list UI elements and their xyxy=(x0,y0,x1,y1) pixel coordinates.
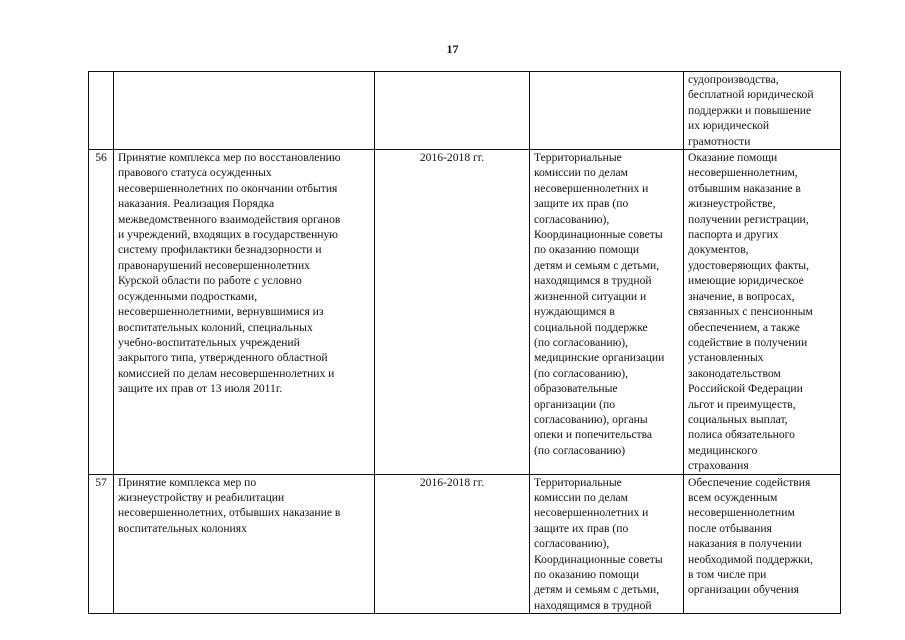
period-cell xyxy=(375,72,530,150)
measures-table xyxy=(88,71,841,614)
row-number-cell: 57 xyxy=(89,474,114,614)
measure-cell: Принятие комплекса мер по восстановлению правового статуса осужденных несовершеннолетних по окончании отбытия наказания. Реализация Порядка межведомственного взаимодействия органов и учреждений, входящих в государственную систему профилактики безнадзорности и правонарушений несовершеннолетних Курской области по работе с условно осужденными подростками, несовершеннолетними, вернувшимися из воспитательных колоний, специальных учебно-воспитательных учреждений закрытого типа, утвержденного областной комиссией по делам несовершеннолетних и защите их прав от 13 июля 2011г. xyxy=(114,150,375,475)
row-number-cell xyxy=(89,72,114,150)
measure-cell: Принятие комплекса мер по жизнеустройству и реабилитации несовершеннолетних, отбывших наказание в воспитательных колониях xyxy=(114,474,375,614)
result-cell: Оказание помощи несовершеннолетним, отбывшим наказание в жизнеустройстве, получении регистрации, паспорта и других документов, удостоверяющих факты, имеющие юридическое значение, в вопросах, связанных с пенсионным обеспечением, а также содействие в получении установленных законодательством Российской Федерации льгот и преимуществ, социальных выплат, полиса обязательного медицинского страхования xyxy=(684,150,841,475)
result-cell: Обеспечение содействия всем осужденным несовершеннолетним после отбывания наказания в получении необходимой поддержки, в том числе при организации обучения xyxy=(684,474,841,614)
measure-cell xyxy=(114,72,375,150)
executors-cell: Территориальные комиссии по делам несовершеннолетних и защите их прав (по согласованию), Координационные советы по оказанию помощи детям и семьям с детьми, находящимся в трудной жизненной ситуации и нуждающимся в социальной поддержке (по согласованию), медицинские организации (по согласованию), образовательные организации (по согласованию), органы опеки и попечительства (по согласованию) xyxy=(530,150,684,475)
page-number: 17 xyxy=(446,42,459,56)
result-cell: судопроизводства, бесплатной юридической поддержки и повышение их юридической грамотности xyxy=(684,72,841,150)
table-row xyxy=(89,150,841,475)
table-row xyxy=(89,474,841,614)
row-number-cell: 56 xyxy=(89,150,114,475)
period-cell: 2016-2018 гг. xyxy=(375,474,530,614)
period-cell: 2016-2018 гг. xyxy=(375,150,530,475)
executors-cell xyxy=(530,72,684,150)
table-row xyxy=(89,72,841,150)
executors-cell: Территориальные комиссии по делам несовершеннолетних и защите их прав (по согласованию), Координационные советы по оказанию помощи детям и семьям с детьми, находящимся в трудной xyxy=(530,474,684,614)
